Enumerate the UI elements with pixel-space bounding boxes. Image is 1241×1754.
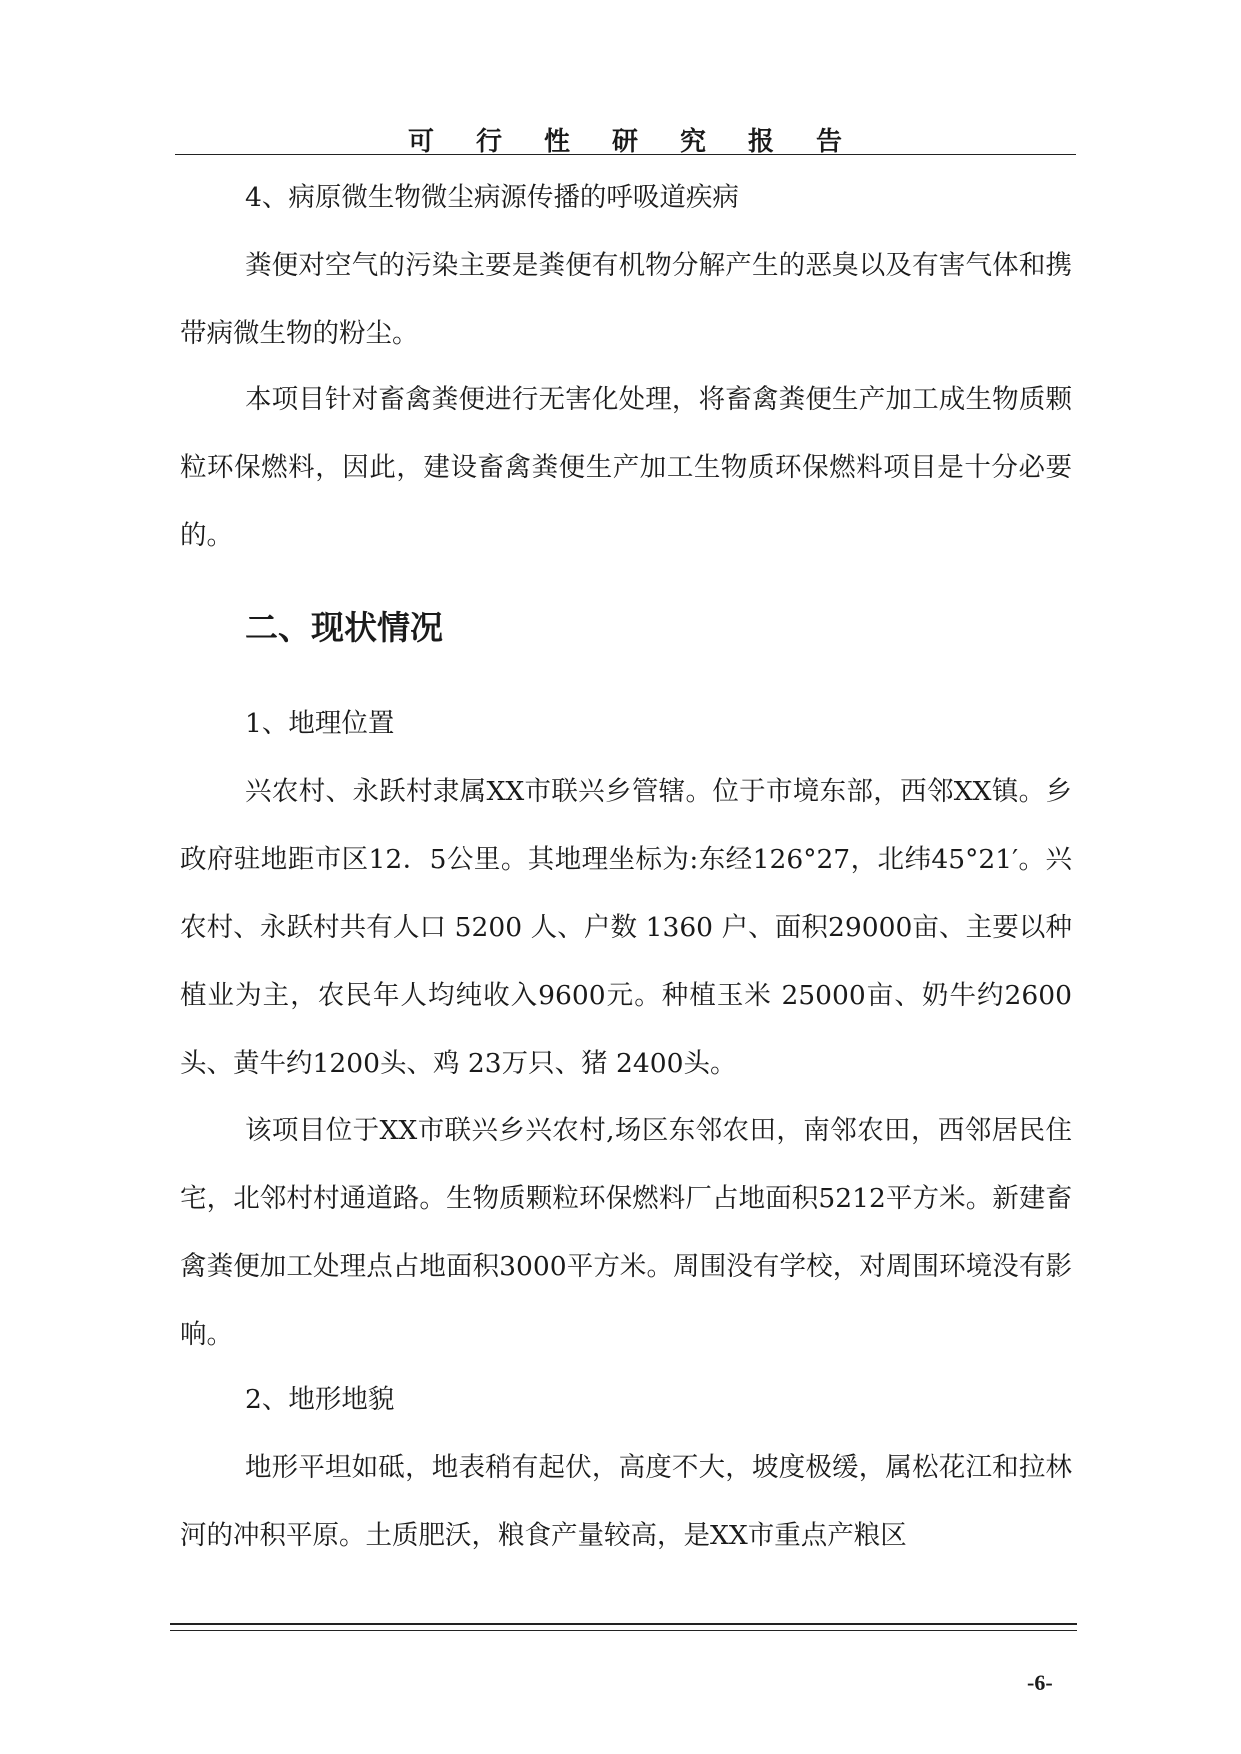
paragraph-disease-item: 4、病原微生物微尘病源传播的呼吸道疾病 bbox=[245, 182, 739, 213]
page-header-title: 可行性研究报告 bbox=[407, 127, 884, 157]
paragraph-air-pollution: 粪便对空气的污染主要是粪便有机物分解产生的恶臭以及有害气体和携带病微生物的粉尘。 bbox=[180, 250, 1072, 349]
section-heading: 二、现状情况 bbox=[245, 608, 443, 647]
paragraph-geography: 兴农村、永跃村隶属XX市联兴乡管辖。位于市境东部，西邻XX镇。乡政府驻地距市区12．5公里。其地理坐标为:东经126°27，北纬45°21′。兴农村、永跃村共有人口 5200 人、户数 1360 户、面积29000亩、主要以种植业为主，农民年人均纯收入9600元。种植玉米 25000亩、奶牛约2600头、黄牛约1200头、鸡 23万只、猪 2400头。 bbox=[180, 776, 1072, 1079]
subheading-geography: 1、地理位置 bbox=[245, 708, 395, 739]
footer-divider-thin bbox=[170, 1630, 1077, 1631]
paragraph-project-necessity: 本项目针对畜禽粪便进行无害化处理，将畜禽粪便生产加工成生物质颗粒环保燃料，因此，建设畜禽粪便生产加工生物质环保燃料项目是十分必要的。 bbox=[180, 384, 1072, 551]
paragraph-site-location: 该项目位于XX市联兴乡兴农村,场区东邻农田，南邻农田，西邻居民住宅，北邻村村通道路。生物质颗粒环保燃料厂占地面积5212平方米。新建畜禽粪便加工处理点占地面积3000平方米。周围没有学校，对周围环境没有影响。 bbox=[180, 1115, 1072, 1350]
footer-divider-thick bbox=[170, 1623, 1077, 1625]
header-divider bbox=[175, 154, 1076, 155]
paragraph-terrain: 地形平坦如砥，地表稍有起伏，高度不大，坡度极缓，属松花江和拉林河的冲积平原。土质肥沃，粮食产量较高，是XX市重点产粮区 bbox=[180, 1452, 1072, 1551]
subheading-terrain: 2、地形地貌 bbox=[245, 1384, 395, 1415]
page-number: -6- bbox=[1027, 1670, 1053, 1695]
